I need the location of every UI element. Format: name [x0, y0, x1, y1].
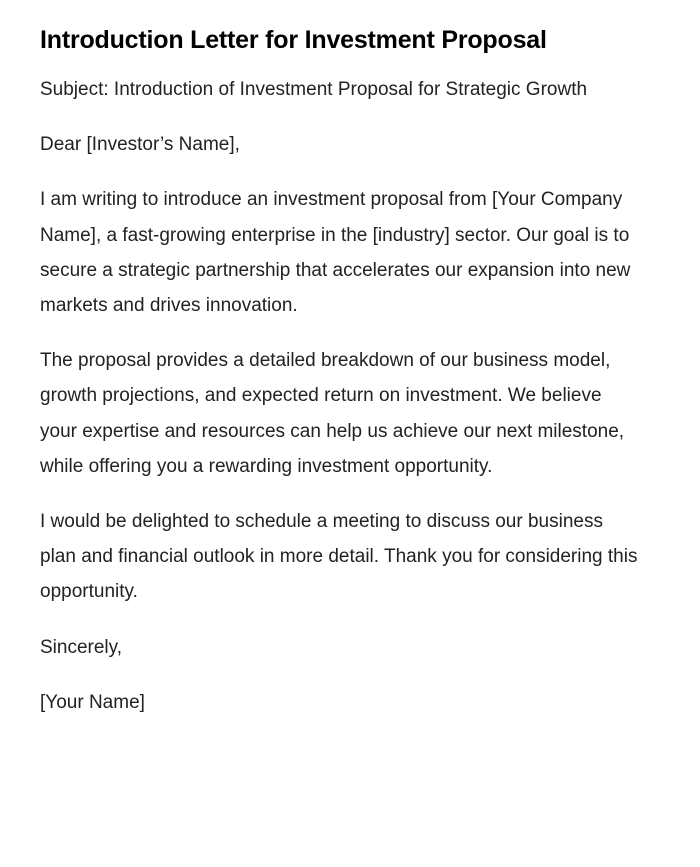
closing: Sincerely, [40, 636, 123, 658]
body-paragraph-3: I would be delighted to schedule a meeting to discuss our business plan and financial outlook in more detail. Thank you for considering this opportunity. [40, 511, 638, 603]
body-paragraph-2: The proposal provides a detailed breakdown of our business model, growth projections, and expected return on investment. We believe your expertise and resources can help us achieve our next milestone, while offering you a rewarding investment opportunity. [40, 350, 625, 477]
body-paragraph-1: I am writing to introduce an investment proposal from [Your Company Name], a fast-growing enterprise in the [industry] sector. Our goal is to secure a strategic partnership that accelerates our expansion into new markets and drives innovation. [40, 189, 631, 317]
letter-document [40, 22, 640, 740]
salutation: Dear [Investor’s Name], [40, 134, 240, 156]
signature: [Your Name] [40, 691, 145, 713]
document-title: Introduction Letter for Investment Proposal [40, 26, 547, 54]
subject-line: Subject: Introduction of Investment Proposal for Strategic Growth [40, 79, 588, 100]
